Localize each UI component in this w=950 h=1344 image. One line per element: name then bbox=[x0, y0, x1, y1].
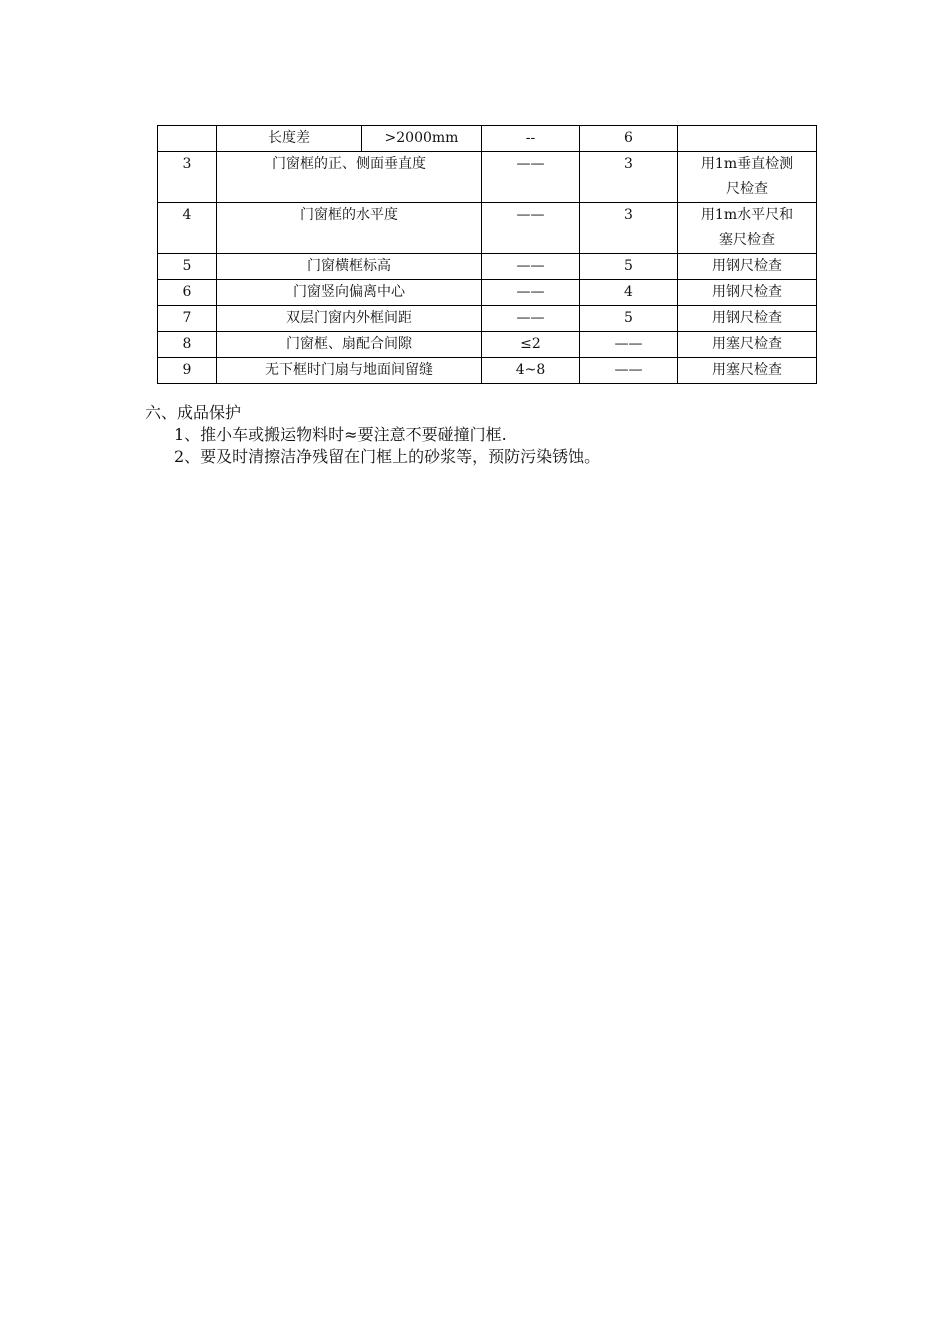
table-row bbox=[158, 203, 817, 254]
tolerance-cell: 4~8 bbox=[482, 358, 580, 384]
method-line: 塞尺检查 bbox=[719, 232, 775, 248]
range-cell: >2000mm bbox=[362, 126, 482, 152]
table-row bbox=[158, 280, 817, 306]
item-cell: 门窗框的正、侧面垂直度 bbox=[217, 152, 482, 203]
method-cell: 用钢尺检查 bbox=[678, 254, 817, 280]
row-number-cell bbox=[158, 126, 217, 152]
limit-cell: 5 bbox=[580, 254, 678, 280]
list-item: 1、推小车或搬运物料时≈要注意不要碰撞门框. bbox=[174, 425, 507, 444]
limit-cell: 6 bbox=[580, 126, 678, 152]
method-cell bbox=[678, 203, 817, 254]
item-cell: 门窗横框标高 bbox=[217, 254, 482, 280]
row-number-cell: 4 bbox=[158, 203, 217, 254]
tolerance-table bbox=[157, 125, 817, 384]
tolerance-cell: —— bbox=[482, 152, 580, 203]
tolerance-cell: —— bbox=[482, 306, 580, 332]
item-cell: 长度差 bbox=[217, 126, 362, 152]
item-cell: 无下框时门扇与地面间留缝 bbox=[217, 358, 482, 384]
tolerance-cell: —— bbox=[482, 203, 580, 254]
method-line: 用1m垂直检测 bbox=[700, 156, 794, 172]
method-cell: 用塞尺检查 bbox=[678, 332, 817, 358]
limit-cell: —— bbox=[580, 332, 678, 358]
row-number-cell: 7 bbox=[158, 306, 217, 332]
table-row bbox=[158, 254, 817, 280]
table-row bbox=[158, 126, 817, 152]
method-cell: 用塞尺检查 bbox=[678, 358, 817, 384]
row-number-cell: 5 bbox=[158, 254, 217, 280]
table-row bbox=[158, 306, 817, 332]
method-cell bbox=[678, 126, 817, 152]
section-heading: 六、成品保护 bbox=[145, 403, 242, 422]
tolerance-cell: -- bbox=[482, 126, 580, 152]
table-row bbox=[158, 332, 817, 358]
limit-cell: 5 bbox=[580, 306, 678, 332]
limit-cell: 4 bbox=[580, 280, 678, 306]
limit-cell: 3 bbox=[580, 203, 678, 254]
method-line: 尺检查 bbox=[726, 181, 768, 197]
limit-cell: —— bbox=[580, 358, 678, 384]
method-cell bbox=[678, 152, 817, 203]
item-cell: 双层门窗内外框间距 bbox=[217, 306, 482, 332]
tolerance-cell: ≤2 bbox=[482, 332, 580, 358]
method-line: 用1m水平尺和 bbox=[700, 207, 794, 223]
method-cell: 用钢尺检查 bbox=[678, 306, 817, 332]
row-number-cell: 8 bbox=[158, 332, 217, 358]
table-row bbox=[158, 152, 817, 203]
list-item: 2、要及时清擦洁净残留在门框上的砂浆等，预防污染锈蚀。 bbox=[174, 447, 601, 466]
item-cell: 门窗框、扇配合间隙 bbox=[217, 332, 482, 358]
tolerance-cell: —— bbox=[482, 280, 580, 306]
table-row bbox=[158, 358, 817, 384]
item-cell: 门窗竖向偏离中心 bbox=[217, 280, 482, 306]
limit-cell: 3 bbox=[580, 152, 678, 203]
item-cell: 门窗框的水平度 bbox=[217, 203, 482, 254]
row-number-cell: 3 bbox=[158, 152, 217, 203]
method-cell: 用钢尺检查 bbox=[678, 280, 817, 306]
row-number-cell: 6 bbox=[158, 280, 217, 306]
row-number-cell: 9 bbox=[158, 358, 217, 384]
tolerance-cell: —— bbox=[482, 254, 580, 280]
